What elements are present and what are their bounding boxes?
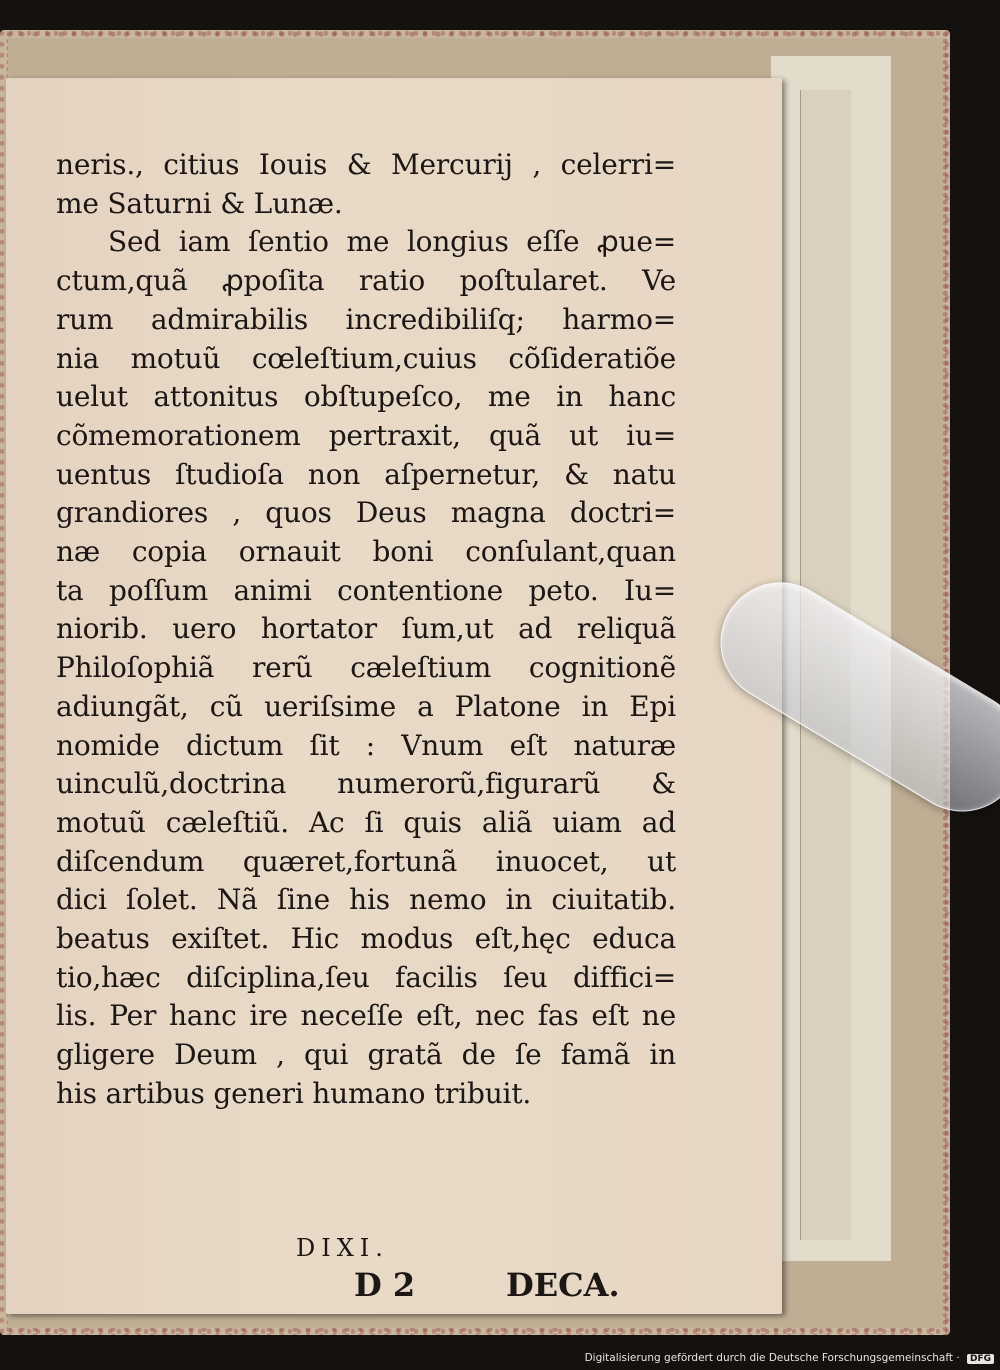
text-line: Sed iam ſentio me longius eſſe ꝓue= (108, 225, 676, 259)
text-line: diſcendum quæret,fortunã inuocet, ut (56, 844, 676, 878)
text-line: neris., citius Iouis & Mercurij , celerri= (56, 148, 676, 181)
text-line: næ copia ornauit boni conſulant,quan (56, 535, 676, 569)
text-line: dici ſolet. Nã ſine his nemo in ciuitatib. (56, 883, 676, 917)
text-line: gligere Deum , qui gratã de ſe famã in (56, 1038, 676, 1072)
text-line: nomide dictum ſit : Vnum eſt naturæ (56, 728, 676, 762)
text-line: uinculũ,doctrina numerorũ,figurarũ & (56, 767, 676, 801)
text-line: uentus ſtudioſa non aſpernetur, & natu (56, 457, 676, 491)
text-line: nia motuũ cœleſtium,cuius cõſideratiõe (56, 341, 676, 375)
digitization-credit (585, 1352, 994, 1364)
text-line: his artibus generi humano tribuit. (56, 1076, 532, 1110)
text-line: adiungãt, cũ ueriſsime a Platone in Epi (56, 689, 676, 723)
text-line: beatus exiſtet. Hic modus eſt,hęc educa (56, 922, 676, 956)
body-text (56, 146, 676, 1114)
text-line: motuũ cæleſtiũ. Ac ſi quis aliã uiam ad (56, 805, 676, 839)
book-page (6, 78, 782, 1314)
text-line: rum admirabilis incredibiliſq; harmo= (56, 302, 676, 336)
text-line: cõmemorationem pertraxit, quã ut iu= (56, 418, 676, 452)
credit-text: Digitalisierung gefördert durch die Deutsche Forschungsgemeinschaft · (584, 1352, 960, 1364)
text-line: grandiores , quos Deus magna doctri= (56, 496, 676, 530)
text-line: niorib. uero hortator ſum,ut ad reliquã (56, 612, 676, 646)
signoff: DIXI. (296, 1234, 389, 1262)
text-line: tio,hæc diſciplina,ſeu facilis ſeu diffici= (56, 960, 676, 994)
text-line: Philoſophiã rerũ cæleſtium cognitionẽ (56, 651, 676, 685)
text-line: ta poſſum animi contentione peto. Iu= (56, 573, 676, 607)
signature-mark: D 2 (354, 1266, 416, 1304)
catchword: DECA. (506, 1266, 620, 1304)
text-line: uelut attonitus obſtupeſco, me in hanc (56, 380, 676, 414)
text-line: ctum,quã ꝓpoſita ratio poſtularet. Ve (56, 264, 676, 298)
text-line: me Saturni & Lunæ. (56, 186, 343, 220)
dfg-logo: DFG (967, 1354, 994, 1364)
text-line: lis. Per hanc ire neceſſe eſt, nec fas eſt ne (56, 999, 676, 1033)
